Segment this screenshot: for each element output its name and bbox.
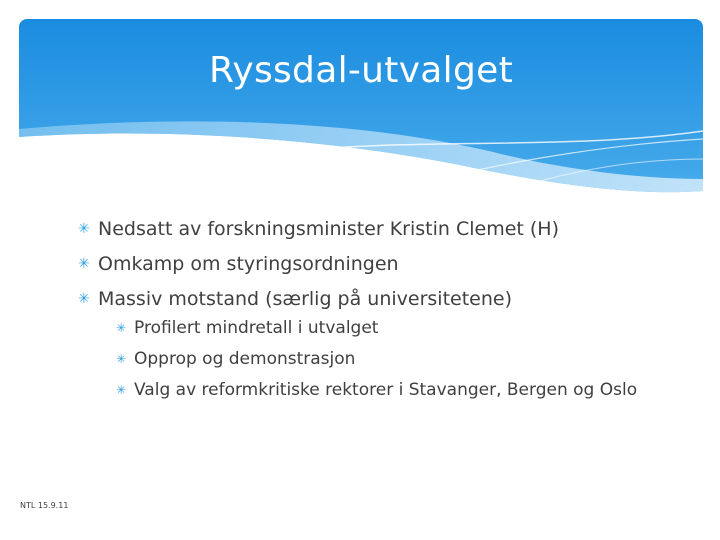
asterisk-icon: ✳: [78, 256, 90, 272]
sub-bullet-item: [116, 348, 658, 370]
bullet-text: Omkamp om styringsordningen: [98, 253, 399, 275]
bullet-list: [78, 217, 658, 401]
banner-graphic: [19, 19, 703, 219]
bullet-item: [78, 217, 658, 242]
asterisk-icon: ✳: [78, 291, 90, 307]
title-banner: [19, 19, 703, 219]
bullet-text: Massiv motstand (særlig på universitetene): [98, 288, 513, 310]
asterisk-icon: ✳: [78, 221, 90, 237]
sub-bullet-text: Opprop og demonstrasjon: [134, 349, 356, 369]
bullet-text: Nedsatt av forskningsminister Kristin Clemet (H): [98, 218, 560, 240]
content-area: [78, 217, 658, 411]
sub-bullet-item: [116, 317, 658, 339]
bullet-item: [78, 287, 658, 401]
bullet-item: [78, 252, 658, 277]
asterisk-icon: ✳: [116, 383, 127, 397]
sub-bullet-list: [98, 317, 658, 401]
asterisk-icon: ✳: [116, 352, 127, 366]
slide-title: Ryssdal-utvalget: [209, 50, 513, 91]
sub-bullet-text: Valg av reformkritiske rektorer i Stavanger, Bergen og Oslo: [134, 380, 638, 400]
slide-footer: NTL 15.9.11: [20, 501, 69, 510]
sub-bullet-text: Profilert mindretall i utvalget: [134, 318, 379, 338]
sub-bullet-item: [116, 379, 658, 401]
asterisk-icon: ✳: [116, 321, 127, 335]
